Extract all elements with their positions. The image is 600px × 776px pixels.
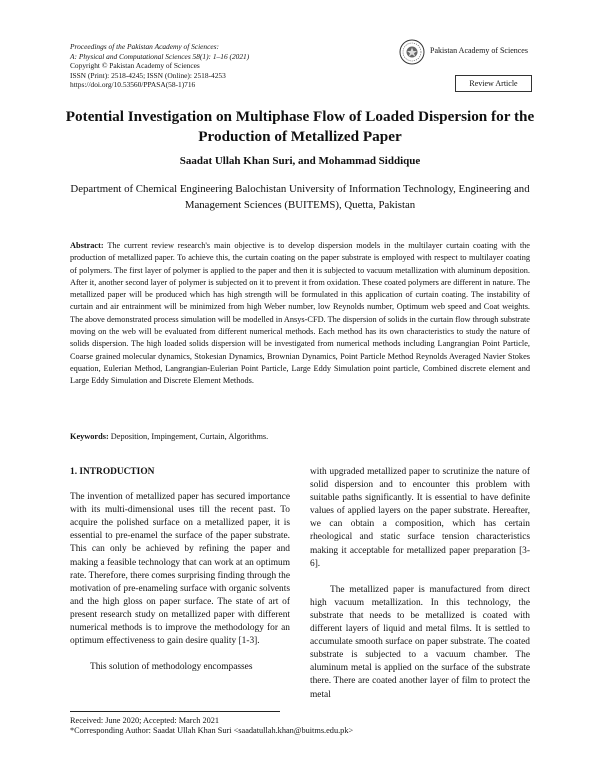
journal-line-1: Proceedings of the Pakistan Academy of Sciences:: [70, 42, 219, 51]
keywords-label: Keywords:: [70, 432, 109, 441]
issn: ISSN (Print): 2518-4245; ISSN (Online): 2518-4253: [70, 70, 226, 80]
section-heading: 1. INTRODUCTION: [70, 467, 155, 477]
affiliation: Department of Chemical Engineering Balochistan University of Information Technology, Engineering and Management Sciences (BUITEMS), Quetta, Pakistan: [70, 183, 530, 211]
academy-logo-icon: [399, 39, 425, 65]
corresponding-author: *Corresponding Author: Saadat Ullah Khan Suri <saadatullah.khan@buitms.edu.pk>: [70, 726, 354, 736]
paragraph: The metallized paper is manufactured from direct high vacuum metallization. In this technology, the substrate that needs to be metallized is coated with different layers of liquid and metal films. It is settled to accumulate smooth surface on paper substrate. The coated substrate is subjected to a vacuum chamber. The aluminum metal is applied on the surface of the substrate there. There are coated another layer of film to protect the metal: [310, 584, 530, 700]
paragraph: with upgraded metallized paper to scrutinize the nature of solid dispersion and to encounter this problem with suitable paths significantly. It is essential to have definite values of applied layers on the paper substrate. Hereafter, we can obtain a composition, which has certain rheological and static surface tension characteristics making it acceptable for metallized paper preparation [3-6].: [310, 467, 530, 569]
received-dates: Received: June 2020; Accepted: March 2021: [70, 716, 220, 725]
paragraph: The invention of metallized paper has secured importance with its multi-dimensional uses till the recent past. To acquire the polished surface on a metallized paper, it is essential to pre-enamel the surface of the paper substrate. This can only be achieved by refining the paper and making a feasible technology that can work at an optimum rate. Therefore, there comes surprising finding through the motivation of pre-enameling surface with organic solvents and the high gloss on paper surface. The state of art of present research study on metallized paper with different numerical methods is to improve the methodology for an optimum effectiveness to gain desire quality [1-3].: [70, 492, 290, 647]
copyright: Copyright © Pakistan Academy of Sciences: [70, 61, 200, 71]
left-column: [70, 466, 290, 674]
abstract-text: The current review research's main objective is to develop dispersion models in the multilayer curtain coating with the production of metallized paper. To achieve this, the curtain coating on the paper substrate is employed with respect to multilayer coating of polymers. The first layer of polymer is applied to the paper and then it is subjected to vacuum metallization with aluminum deposition. After it, another second layer of polymer is subjected on it to prevent it from oxidation. These coated polymers are different in nature. The metallized paper will be produced which has high strength will be formulated in this application of curtain coating. The instability of curtain and air entrainment will be minimized from high Weber number, low Reynolds number, Optimum web speed and Coat weights. The above demonstrated process simulation will be modelled in Ansys-CFD. The dispersion of solids in the curtain flow through substrate moving on the web will be evaluated from different numerical methods. Each method has its own characteristics to study the nature of solids dispersion. The high loaded solids dispersion will be investigated from numerical methods including Langrangian Point Particle, Coarse grained molecular dynamics, Stokesian Dynamics, Brownian Dynamics, Point Particle Method Reynolds Averaged Navier Stokes equation, Eulerian Method, Langrangian-Eulerian Point Particle, Large Eddy Simulation point particle, Combined discrete element and Large Eddy Simulation and Discrete Element Methods.: [70, 241, 530, 386]
footnote-divider: [70, 711, 280, 712]
abstract-label: Abstract:: [70, 241, 104, 250]
keywords: [70, 432, 530, 441]
authors: Saadat Ullah Khan Suri, and Mohammad Siddique: [179, 155, 421, 167]
paper-title: Potential Investigation on Multiphase Flow of Loaded Dispersion for the Production of Metallized Paper: [65, 108, 535, 145]
doi-link[interactable]: https://doi.org/10.53560/PPASA(58-1)716: [70, 80, 196, 90]
journal-line-2: A: Physical and Computational Sciences 58(1): 1–16 (2021): [70, 51, 250, 61]
paragraph: This solution of methodology encompasses: [90, 662, 253, 673]
abstract: [70, 240, 530, 387]
keywords-text: Deposition, Impingement, Curtain, Algorithms.: [110, 432, 269, 441]
right-column: [310, 466, 530, 702]
journal-header: [70, 42, 370, 90]
footnote: [70, 716, 353, 737]
article-type-badge: Review Article: [455, 75, 532, 92]
organization-name: Pakistan Academy of Sciences: [430, 46, 528, 55]
